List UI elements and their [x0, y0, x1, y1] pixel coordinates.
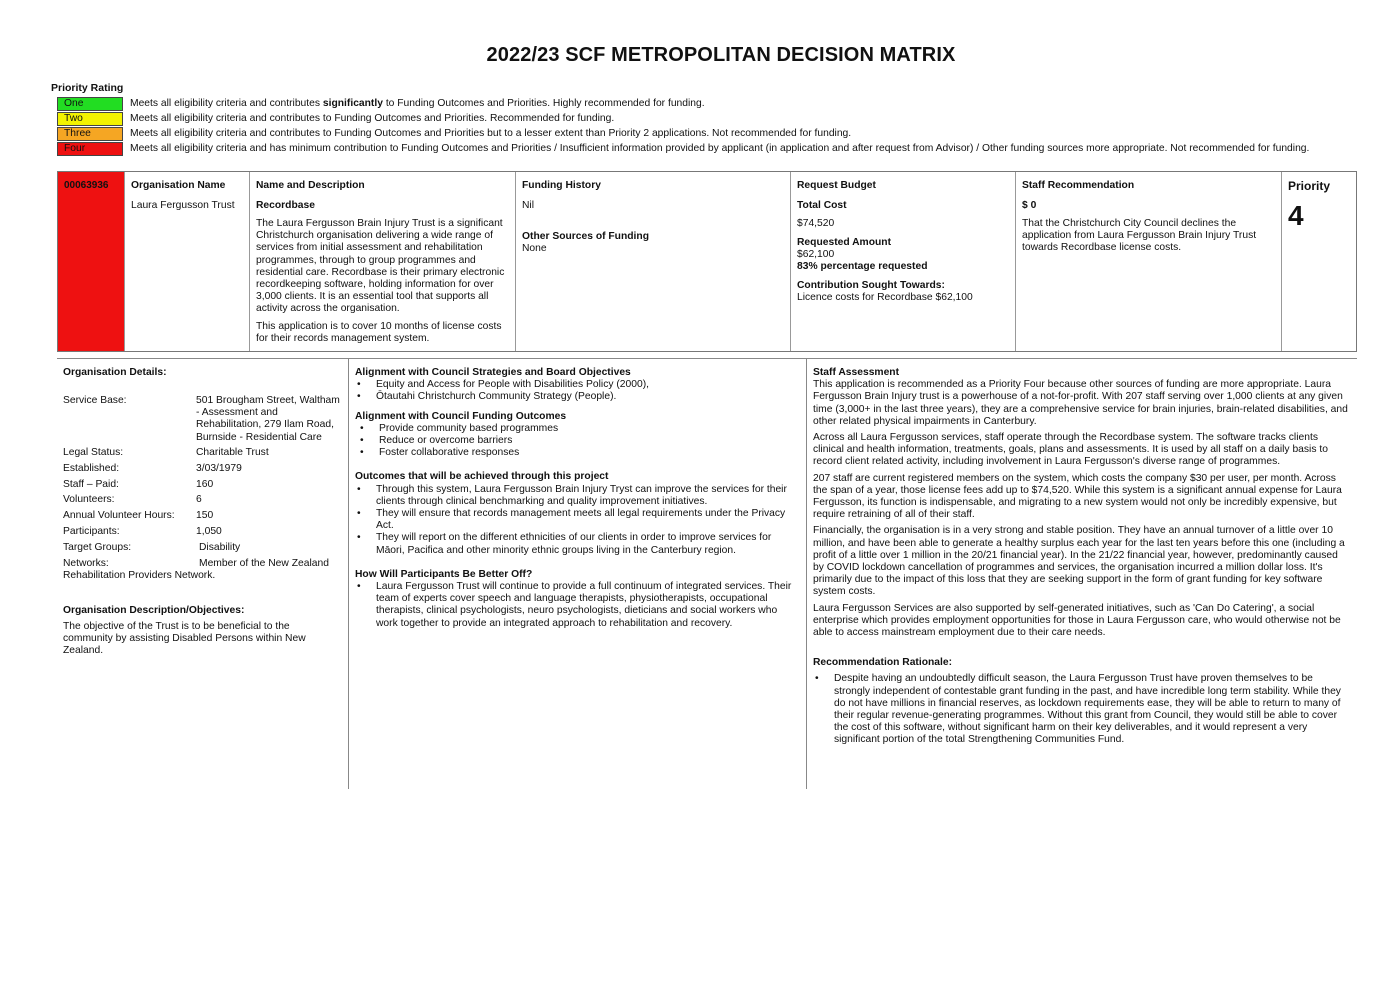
org-name: Laura Fergusson Trust [131, 200, 235, 211]
rationale-list [813, 673, 1351, 746]
assessment-paragraph: 207 staff are current registered members on the system, which costs the company $30 per user, per month. Across the span of a year, those license fees add up to $74,520. While this system is a significant annual expense for Laura Fergusson, its function is indispensable, and migrating to a new system would not only be incredibly expensive, but require retraining of all of their staff. [813, 472, 1342, 521]
list-item: • Ōtautahi Christchurch Community Strategy (People). [355, 391, 800, 403]
organisation-details-column [57, 359, 348, 789]
networks-continued: Rehabilitation Providers Network. [63, 570, 216, 581]
requested-amount: $62,100 [797, 249, 835, 260]
volunteers-label: Volunteers: [63, 494, 115, 505]
request-budget-header: Request Budget [797, 180, 876, 191]
org-description: The objective of the Trust is to be beneficial to the community by assisting Disabled Persons within New Zealand. [63, 621, 306, 657]
priority-value: 4 [1288, 200, 1304, 231]
project-outcomes-list [355, 484, 800, 557]
list-item: • Laura Fergusson Trust will continue to provide a full continuum of integrated services. Their team of experts cover speech and language therapists, physiotherapists, occupational therapists, clinical psychologists, neuro psychologists, dieticians and social workers who work together to provide an integrated approach to rehabilitation and recovery. [355, 581, 800, 630]
assessment-section [57, 358, 1357, 788]
staff-paid: 160 [196, 479, 214, 490]
established: 3/03/1979 [196, 463, 242, 474]
priority-level-two [57, 112, 1387, 126]
application-summary-table [57, 171, 1357, 352]
project-description-cost: This application is to cover 10 months of license costs for their records management system. [256, 321, 502, 345]
list-item: • Despite having an undoubtedly difficult season, the Laura Fergusson Trust have proven themselves to be strongly independent of contestable grant funding in the past, and have incredible long term stability. While they do not have millions in financial reserves, as lockdown requirements ease, they will be able to return to many of their regular revenue-generating programmes. Without this grant from Council, they would still be able to cover the cost of this software, without significant harm on their key deliverables, and it would represent a very significant portion of the total Strengthening Communities Fund. [813, 673, 1351, 746]
total-cost: $74,520 [797, 218, 835, 229]
staff-recommendation-column [1016, 172, 1282, 351]
priority-column [1282, 172, 1356, 351]
requested-amount-label: Requested Amount [797, 237, 892, 248]
priority-header: Priority [1288, 179, 1331, 193]
priority-chip-four: Four [57, 142, 123, 156]
better-off-heading: How Will Participants Be Better Off? [355, 568, 533, 580]
org-name-header: Organisation Name [131, 180, 226, 191]
priority-chip-one: One [57, 97, 123, 111]
funding-history: Nil [522, 200, 535, 211]
request-budget-column [791, 172, 1016, 351]
staff-recommendation-header: Staff Recommendation [1022, 180, 1135, 191]
priority-desc-three: Meets all eligibility criteria and contributes to Funding Outcomes and Priorities but to a lesser extent than Priority 2 applications. Not recommended for funding. [130, 127, 852, 139]
list-item: • They will report on the different ethnicities of our clients in order to improve services for Māori, Pacifica and other minority ethnic groups living in the Canterbury region. [355, 532, 800, 556]
name-description-column [250, 172, 516, 351]
project-outcomes-heading: Outcomes that will be achieved through this project [355, 471, 609, 483]
application-id-cell [58, 172, 125, 351]
assessment-paragraph: Across all Laura Fergusson services, staff operate through the Recordbase system. The software tracks clients clinical and health information, treatments, goals, plans and assessments. It is used by all staff on a daily basis to record client related activity, including involvement in Laura Fergusson's diverse range of programmes. [813, 432, 1328, 468]
participants: 1,050 [196, 526, 222, 537]
staff-recommendation-amount: $ 0 [1022, 200, 1037, 211]
priority-level-four [57, 142, 1387, 156]
assessment-paragraph: Laura Fergusson Services are also supported by self-generated initiatives, such as 'Can Do Catering', a social enterprise which provides employment opportunities for those in Laura Fergusson care, who would otherwise not be able to access mainstream employment due to their care needs. [813, 602, 1341, 639]
priority-desc-two: Meets all eligibility criteria and contributes to Funding Outcomes and Priorities. Recommended for funding. [130, 112, 615, 124]
priority-desc-four: Meets all eligibility criteria and has minimum contribution to Funding Outcomes and Priorities / Insufficient information provided by applicant (in application and after request from Advisor) / Other funding sources more appropriate. Not recommended for funding. [130, 142, 1310, 154]
funding-history-column [516, 172, 791, 351]
participants-label: Participants: [63, 526, 120, 537]
service-base: 501 Brougham Street, Waltham - Assessment and Rehabilitation, 279 Ilam Road, Burnside - Residential Care [196, 395, 340, 443]
priority-chip-three: Three [57, 127, 123, 141]
project-name: Recordbase [256, 200, 315, 211]
project-description: The Laura Fergusson Brain Injury Trust is a significant Christchurch organisation delivering a wide range of services from initial assessment and rehabilitation programmes, through to group programmes and residential care. Recordbase is their primary electronic recordkeeping software, holding information for over 3,000 clients. It is an essential tool that supports all activity across the organisation. [256, 218, 505, 315]
funding-outcomes-list [355, 423, 800, 460]
legal-status: Charitable Trust [196, 447, 269, 458]
target-groups: Disability [199, 542, 241, 553]
assessment-paragraph: This application is recommended as a Priority Four because other sources of funding are more appropriate. Laura Fergusson Brain Injury trust is a powerhouse of a not-for-profit. With 207 staff serving over 1,000 clients at any given time (3,000+ in the last three years), they are a comprehensive service for brain injuries, brain-related disabilities, and other related physical impairments in Canterbury. [813, 379, 1348, 427]
alignment-column [348, 359, 806, 789]
list-item: • They will ensure that records management meets all legal requirements under the Privacy Act. [355, 508, 800, 532]
volunteer-hours-label: Annual Volunteer Hours: [63, 510, 175, 521]
page-title: 2022/23 SCF METROPOLITAN DECISION MATRIX [486, 44, 956, 66]
contribution-label: Contribution Sought Towards: [797, 280, 945, 291]
funding-outcomes-heading: Alignment with Council Funding Outcomes [355, 410, 567, 422]
strategies-list [355, 379, 800, 403]
networks-label: Networks: [63, 558, 109, 569]
org-description-heading: Organisation Description/Objectives: [63, 605, 245, 616]
funding-history-header: Funding History [522, 180, 601, 191]
rationale-heading: Recommendation Rationale: [813, 657, 953, 669]
staff-paid-label: Staff – Paid: [63, 479, 119, 490]
list-item: • Reduce or overcome barriers [358, 435, 800, 447]
priority-level-one [57, 97, 1387, 111]
priority-level-three [57, 127, 1387, 141]
staff-assessment-heading: Staff Assessment [813, 367, 900, 378]
service-base-label: Service Base: [63, 395, 127, 406]
contribution: Licence costs for Recordbase $62,100 [797, 292, 973, 303]
list-item: • Equity and Access for People with Disabilities Policy (2000), [355, 379, 800, 391]
priority-desc-one: Meets all eligibility criteria and contributes significantly to Funding Outcomes and Priorities. Highly recommended for funding. [130, 97, 705, 109]
assessment-paragraph: Financially, the organisation is in a very strong and stable position. They have an annual turnover of a little over 10 million, and have been able to generate a healthy surplus each year for the last ten years before this one (including a profit of a little over 1 million in the 20/21 financial year). In the 21/22 financial year, however, predominantly caused by COVID lockdown cancellation of programmes and services, the organisation incurred a million dollar loss. It's primarily due to the impact of this loss that they are seeking support in the form of grant funding for key software system costs. [813, 525, 1345, 598]
org-details-heading: Organisation Details: [63, 367, 167, 378]
volunteer-hours: 150 [196, 510, 214, 521]
priority-chip-two: Two [57, 112, 123, 126]
networks: Member of the New Zealand [199, 558, 329, 569]
name-description-header: Name and Description [256, 180, 365, 191]
total-cost-label: Total Cost [797, 200, 847, 211]
staff-assessment-column [806, 359, 1357, 789]
target-groups-label: Target Groups: [63, 542, 132, 553]
other-sources-label: Other Sources of Funding [522, 231, 649, 242]
established-label: Established: [63, 463, 120, 474]
legal-status-label: Legal Status: [63, 447, 124, 458]
list-item: • Through this system, Laura Fergusson Brain Injury Tryst can improve the services for their clients through clinical benchmarking and quality improvement initiatives. [355, 484, 800, 508]
application-id: 00063936 [64, 180, 109, 191]
better-off-list [355, 581, 800, 630]
strategies-heading: Alignment with Council Strategies and Board Objectives [355, 367, 631, 378]
staff-recommendation-text: That the Christchurch City Council declines the application from Laura Fergusson Brain Injury Trust towards Recordbase license costs. [1022, 218, 1257, 254]
other-sources: None [522, 243, 547, 254]
percentage-requested: 83% percentage requested [797, 261, 928, 272]
list-item: • Foster collaborative responses [358, 447, 800, 459]
org-name-column [125, 172, 250, 351]
volunteers: 6 [196, 494, 202, 505]
priority-rating-heading: Priority Rating [51, 82, 124, 94]
list-item: • Provide community based programmes [358, 423, 800, 435]
